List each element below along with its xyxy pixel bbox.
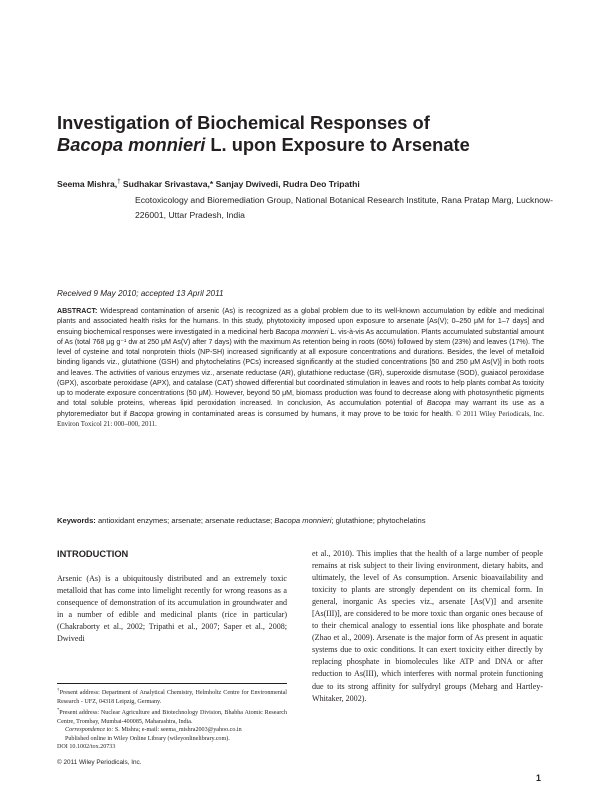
footnote-2-mark: * (57, 707, 60, 713)
correspondence (57, 726, 287, 735)
keywords-label: Keywords: (57, 516, 96, 525)
abstract-genus-2: Bacopa (129, 410, 154, 418)
footnote-divider (57, 683, 287, 684)
author-list (57, 176, 360, 190)
doi: DOI 10.1002/tox.20733 (57, 744, 116, 751)
correspondence-text: S. Mishra; e-mail: seema_mishra2003@yahoo.co.in (113, 727, 242, 734)
title-species: Bacopa monnieri (57, 134, 206, 155)
footnote-1-text: Present address: Department of Analytical Chemistry, Helmholtz Centre for Environmental Research - UFZ, 04318 Leipzig, Germany. (57, 690, 287, 705)
article-title (57, 112, 557, 156)
footnote-1-mark: † (57, 687, 60, 692)
footnote-2 (57, 706, 287, 726)
abstract-genus-1: Bacopa (426, 400, 451, 408)
title-line-2: L. upon Exposure to Arsenate (205, 134, 470, 155)
abstract-species: Bacopa monnieri (275, 328, 329, 336)
title-line-1: Investigation of Biochemical Responses of (57, 112, 430, 133)
keywords-text-2: ; glutathione; phytochelatins (331, 516, 426, 525)
abstract (57, 307, 544, 430)
abstract-citation: © 2011 Wiley Periodicals, Inc. Environ Toxicol 21: 000–000, 2011. (57, 410, 544, 428)
author-1-footnote-mark: † (117, 179, 121, 185)
keywords-species: Bacopa monnieri (274, 516, 332, 525)
footnote-1 (57, 686, 287, 706)
correspondence-label: Correspondence to: (65, 727, 114, 734)
page-number: 1 (536, 773, 541, 783)
author-1: Seema Mishra, (57, 178, 118, 189)
abstract-text-3: may warrant its use as a phytoremediator but if (57, 400, 544, 418)
keywords (57, 516, 544, 527)
abstract-text-4: growing in contaminated areas is consumed by humans, it may prove to be toxic for health. (153, 410, 453, 418)
abstract-text-2: L. vis-à-vis As accumulation. Plants accumulated substantial amount of As (total 768 μg g⁻¹ dw at 250 μM As(V) after 7 days) with the maximum As retention being in roots (60%) followed by stem (23%) and leaves (17%). The level of cysteine and total nonprotein thiols (NP-SH) increased significantly at all exposure concentrations and durations. Besides, the level of metalloid binding ligands viz., glutathione (GSH) and phytochelatins (PCs) increased significantly at the studied concentrations [50 and 250 μM As(V)] in both roots and leaves. The activities of various enzymes viz., arsenate reductase (AR), glutathione reductase (GR), superoxide dismutase (SOD), guaiacol peroxidase (GPX), ascorbate peroxidase (APX), and catalase (CAT) showed differential but coordinated stimulation in leaves and roots to help plants combat As toxicity up to moderate exposure concentrations (50 μM). However, beyond 50 μM, biomass production was found to decrease along with photosynthetic pigments and total soluble proteins, whereas lipid peroxidation increased. In conclusion, As accumulation potential of (57, 328, 545, 408)
published-online: Published online in Wiley Online Library (wileyonlinelibrary.com). (65, 735, 230, 742)
keywords-text-1: antioxidant enzymes; arsenate; arsenate reductase; (95, 516, 275, 525)
abstract-text-1: Widespread contamination of arsenic (As) is recognized as a global problem due to its well-known accumulation by edible and medicinal plants and associated health risks for the humans. In this study, phytotoxicity imposed upon exposure to arsenate [As(V); 0–250 μM for 1–7 days] and ensuing biochemical responses were investigated in a medicinal herb (57, 308, 544, 336)
footnote-2-text: Present address: Nuclear Agriculture and Biotechnology Division, Bhabha Atomic Research Centre, Trombay, Mumbai-400085, Maharashtra, India. (57, 710, 287, 725)
section-heading-introduction: INTRODUCTION (57, 549, 129, 559)
received-dates: Received 9 May 2010; accepted 13 April 2011 (57, 289, 224, 298)
footnotes (57, 686, 287, 752)
abstract-label: ABSTRACT: (57, 308, 98, 315)
affiliation: Ecotoxicology and Bioremediation Group, National Botanical Research Institute, Rana Pratap Marg, Lucknow-226001, Uttar Pradesh, India (135, 195, 553, 220)
introduction-left-column: Arsenic (As) is a ubiquitously distributed and an extremely toxic metalloid that has come into limelight recently for wrong reasons as a consequence of demonstration of its accumulation in groundwater and in a number of edible and medicinal plants (rice in particular) (Chakraborty et al., 2002; Tripathi et al., 2007; Saper et al., 2008; Dwivedi (57, 574, 287, 644)
introduction-right-column: et al., 2010). This implies that the health of a large number of people remains at risk subject to their living environment, dietary habits, and ultimately, the level of As consumption. Arsenic bioavailability and toxicity to plants are strongly dependent on its chemical form. In general, inorganic As species viz., arsenate [As(V)] and arsenite [As(III)], are considered to be more toxic than organic ones because of to their chemical analogy to essential ions like phosphate and borate (Zhao et al., 2009). Arsenate is the major form of As present in aquatic systems due to oxic conditions. It can exert toxicity either directly by replacing phosphate in biomolecules like ATP and DNA or after reduction to As(III), which interferes with normal protein functioning due to its strong affinity for sulfydryl groups (Meharg and Hartley-Whitaker, 2002). (312, 549, 543, 703)
other-authors: Sudhakar Srivastava,* Sanjay Dwivedi, Rudra Deo Tripathi (120, 178, 360, 189)
copyright: © 2011 Wiley Periodicals, Inc. (57, 759, 142, 766)
